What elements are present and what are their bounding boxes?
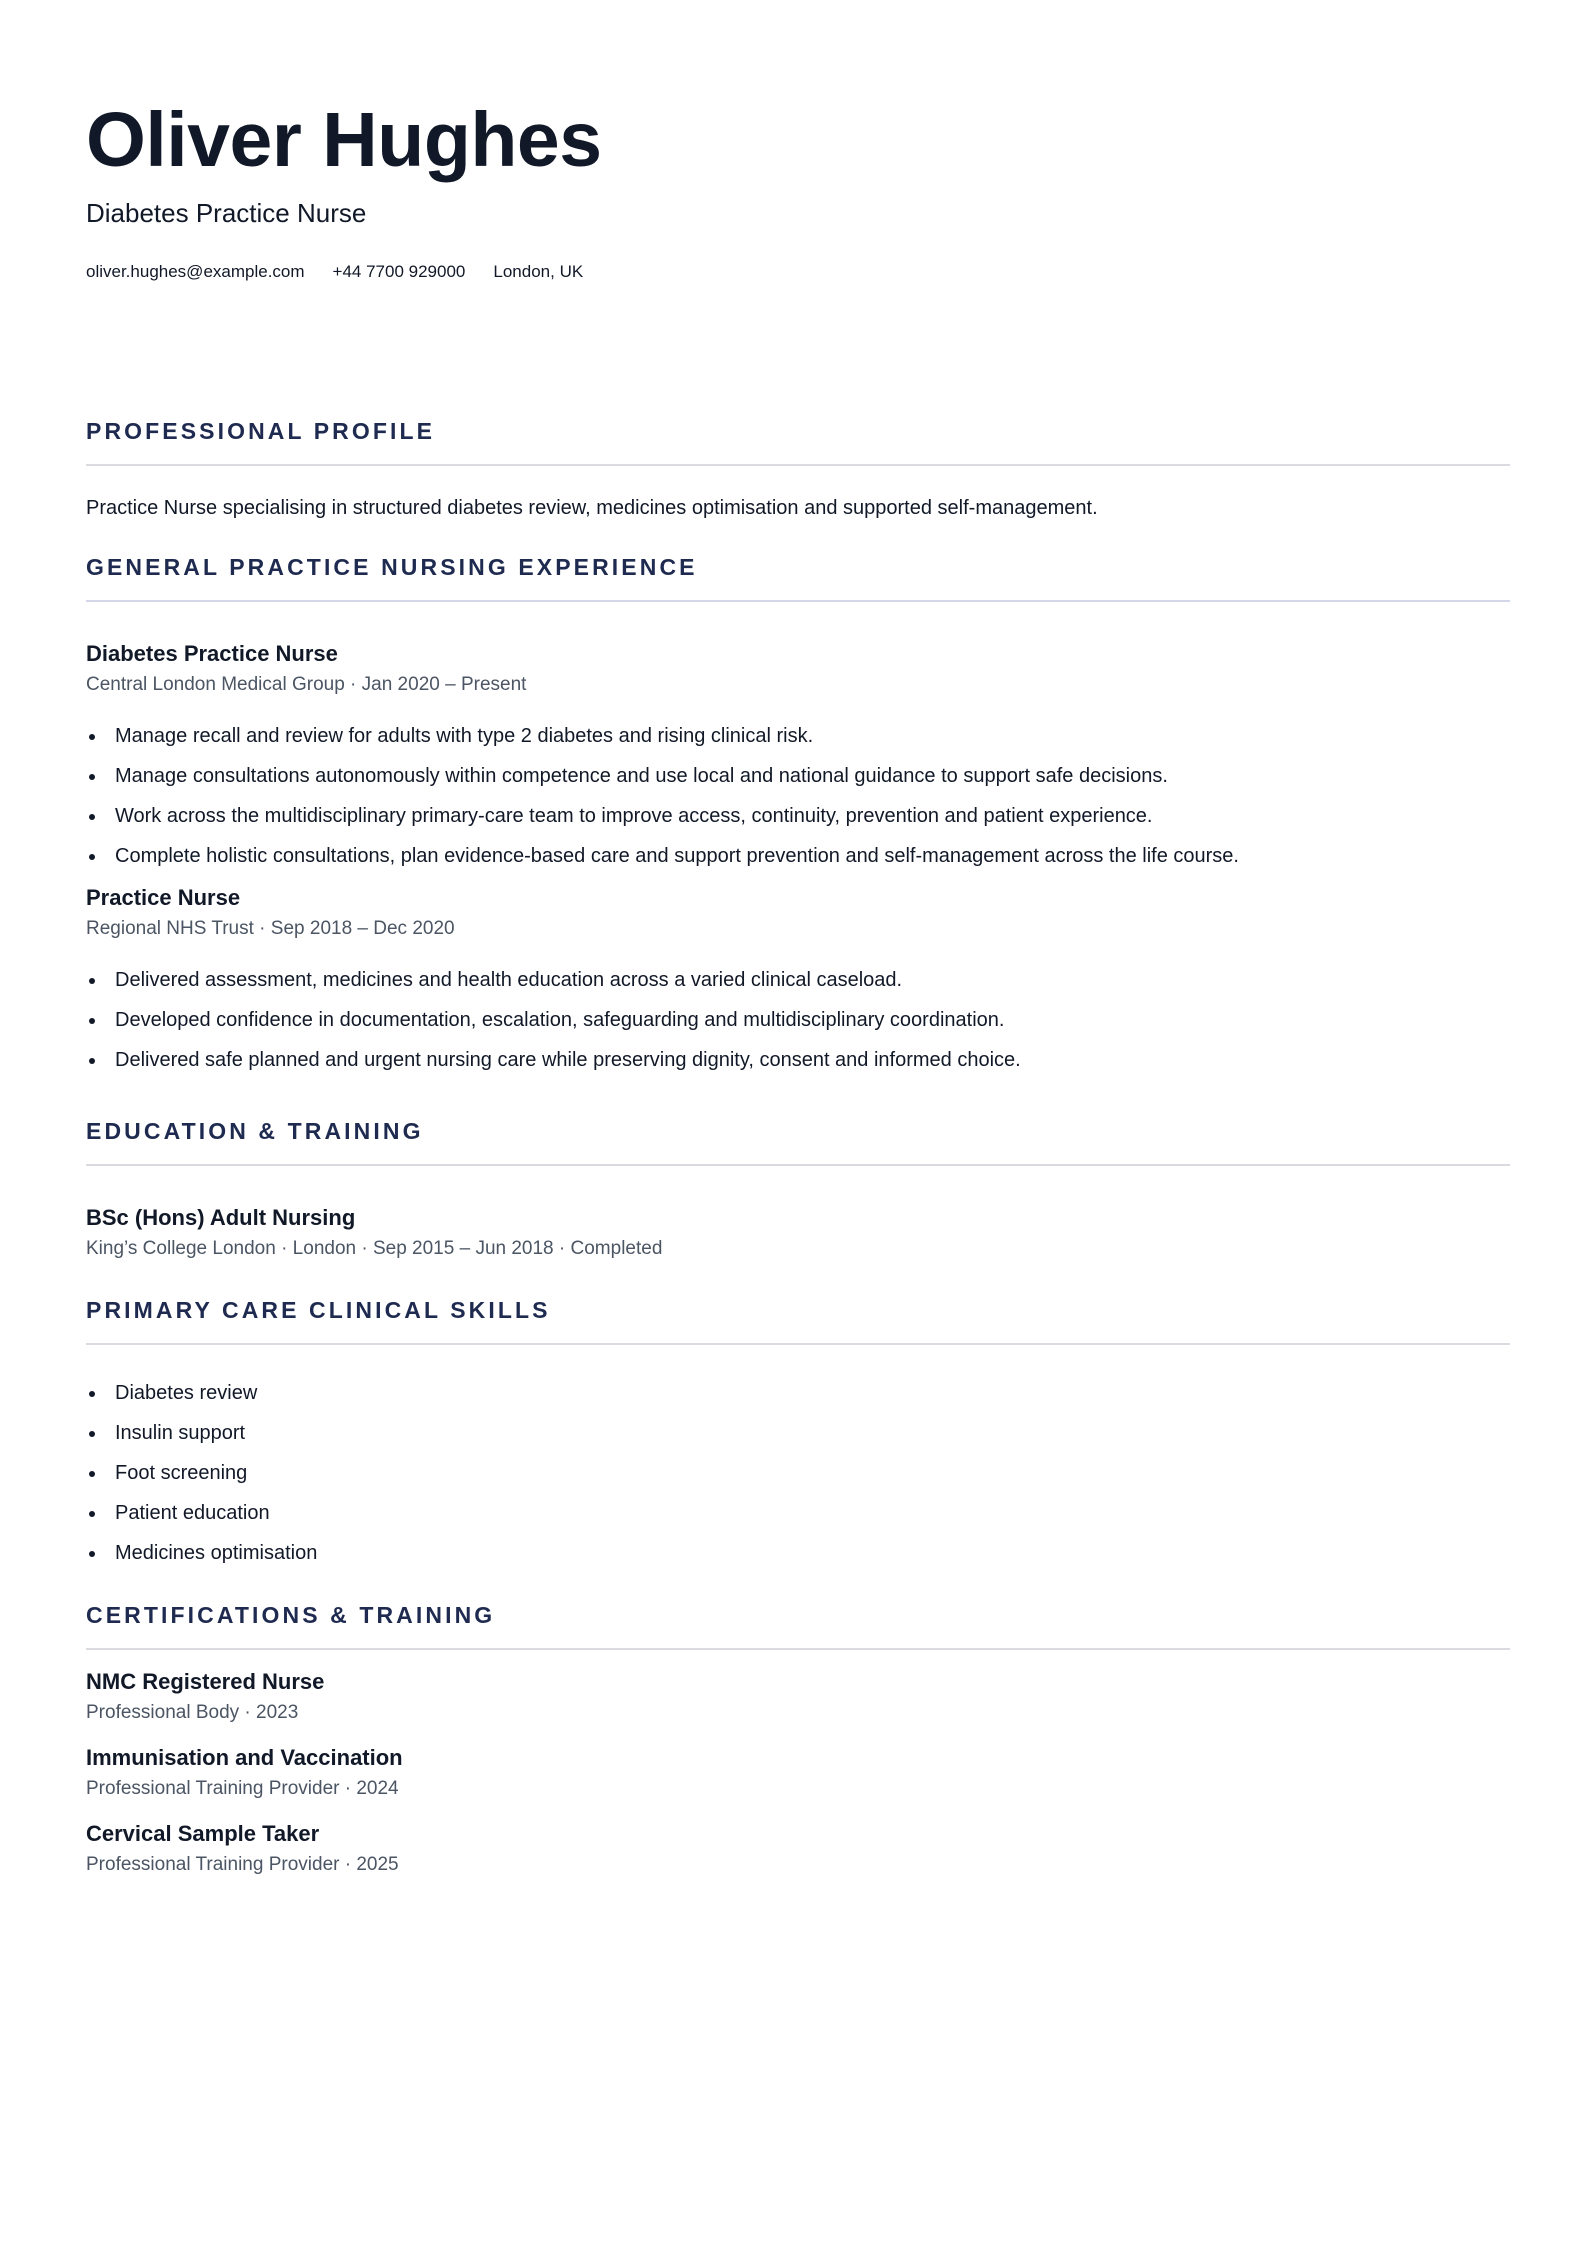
bullet-item: Developed confidence in documentation, escalation, safeguarding and multidisciplinary coordination. bbox=[86, 1006, 1510, 1034]
certifications-section bbox=[86, 1600, 1510, 1878]
certification-meta: Professional Training Provider · 2024 bbox=[86, 1778, 399, 1799]
section-divider bbox=[86, 1343, 1510, 1345]
job-bullets bbox=[86, 966, 1510, 1074]
certification-name: Immunisation and Vaccination bbox=[86, 1745, 403, 1770]
education-degree: BSc (Hons) Adult Nursing bbox=[86, 1205, 356, 1230]
job-role: Practice Nurse bbox=[86, 885, 241, 910]
skill-item: Medicines optimisation bbox=[86, 1539, 1510, 1567]
skills-list bbox=[86, 1379, 1510, 1567]
section-divider bbox=[86, 1164, 1510, 1166]
section-divider bbox=[86, 464, 1510, 466]
profile-summary: Practice Nurse specialising in structured diabetes review, medicines optimisation and supported self-management. bbox=[86, 497, 1098, 519]
skill-item: Diabetes review bbox=[86, 1379, 1510, 1407]
skills-section bbox=[86, 1295, 1510, 1579]
section-title: PROFESSIONAL PROFILE bbox=[86, 418, 436, 444]
profile-section bbox=[86, 416, 1510, 522]
section-title: CERTIFICATIONS & TRAINING bbox=[86, 1602, 496, 1628]
candidate-headline: Diabetes Practice Nurse bbox=[86, 198, 367, 228]
contact-bar bbox=[86, 261, 583, 283]
contact-phone[interactable]: +44 7700 929000 bbox=[332, 262, 466, 281]
section-title: GENERAL PRACTICE NURSING EXPERIENCE bbox=[86, 554, 698, 580]
bullet-item: Complete holistic consultations, plan evidence-based care and support prevention and self-management across the life course. bbox=[86, 842, 1510, 870]
education-entry bbox=[86, 1204, 1510, 1262]
education-meta: King’s College London · London · Sep 2015 – Jun 2018 · Completed bbox=[86, 1238, 663, 1259]
section-title: EDUCATION & TRAINING bbox=[86, 1118, 424, 1144]
bullet-item: Work across the multidisciplinary primary-care team to improve access, continuity, prevention and patient experience. bbox=[86, 802, 1510, 830]
job-entry bbox=[86, 640, 1510, 870]
bullet-item: Delivered assessment, medicines and health education across a varied clinical caseload. bbox=[86, 966, 1510, 994]
certification-meta: Professional Body · 2023 bbox=[86, 1702, 299, 1723]
job-meta: Central London Medical Group · Jan 2020 – Present bbox=[86, 674, 527, 695]
job-entry bbox=[86, 884, 1510, 1074]
section-divider bbox=[86, 1648, 1510, 1650]
bullet-item: Manage recall and review for adults with type 2 diabetes and rising clinical risk. bbox=[86, 722, 1510, 750]
skill-item: Insulin support bbox=[86, 1419, 1510, 1447]
job-bullets bbox=[86, 722, 1510, 870]
candidate-name: Oliver Hughes bbox=[86, 97, 602, 183]
certification-name: NMC Registered Nurse bbox=[86, 1669, 325, 1694]
bullet-item: Manage consultations autonomously within competence and use local and national guidance to support safe decisions. bbox=[86, 762, 1510, 790]
section-title: PRIMARY CARE CLINICAL SKILLS bbox=[86, 1297, 551, 1323]
job-meta: Regional NHS Trust · Sep 2018 – Dec 2020 bbox=[86, 918, 455, 939]
skill-item: Foot screening bbox=[86, 1459, 1510, 1487]
experience-section bbox=[86, 552, 1510, 1086]
education-section bbox=[86, 1116, 1510, 1262]
certification-name: Cervical Sample Taker bbox=[86, 1821, 320, 1846]
bullet-item: Delivered safe planned and urgent nursing care while preserving dignity, consent and informed choice. bbox=[86, 1046, 1510, 1074]
certification-meta: Professional Training Provider · 2025 bbox=[86, 1854, 399, 1875]
certification-entry bbox=[86, 1744, 1510, 1802]
contact-email[interactable]: oliver.hughes@example.com bbox=[86, 262, 305, 281]
contact-location: London, UK bbox=[493, 262, 584, 281]
skill-item: Patient education bbox=[86, 1499, 1510, 1527]
certification-entry bbox=[86, 1668, 1510, 1726]
certification-entry bbox=[86, 1820, 1510, 1878]
job-role: Diabetes Practice Nurse bbox=[86, 641, 338, 666]
section-divider bbox=[86, 600, 1510, 602]
